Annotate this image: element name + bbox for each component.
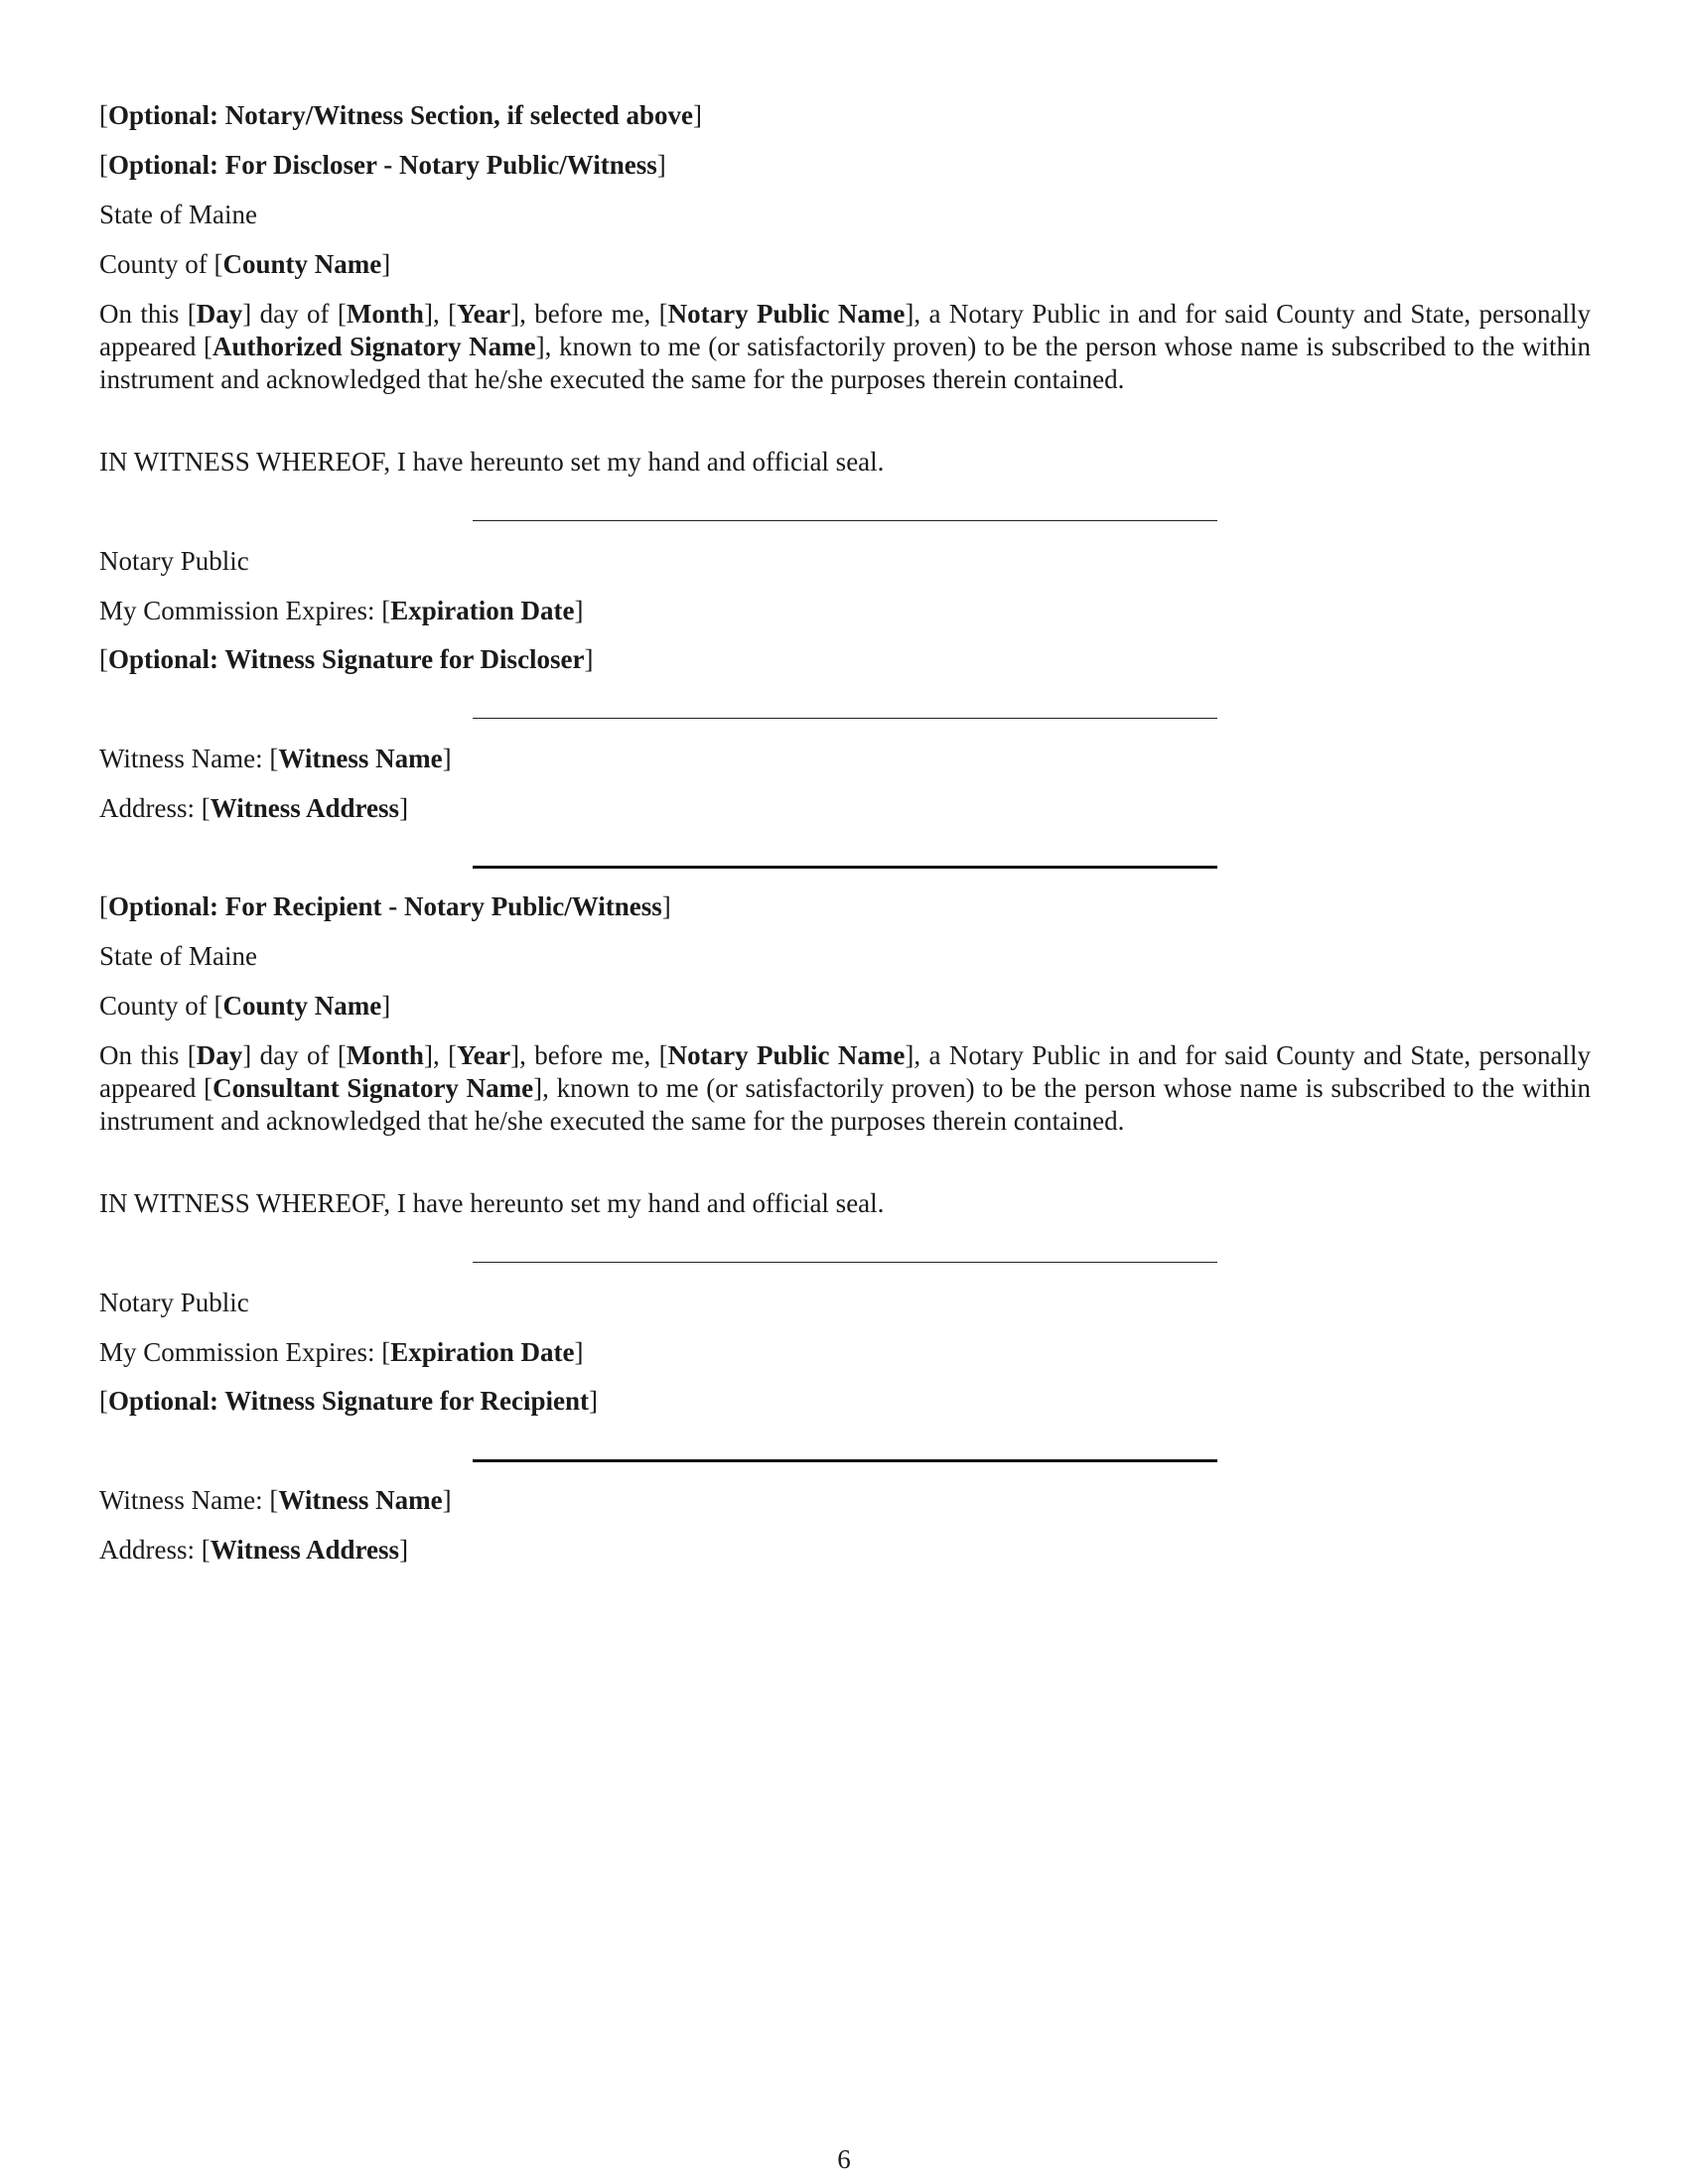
recipient-heading-text: Optional: For Recipient - Notary Public/Witness — [108, 891, 662, 921]
discloser-notary-public-label: Notary Public — [99, 546, 249, 576]
discloser-county-placeholder: County Name — [222, 249, 382, 279]
optional-section-heading-text: Optional: Notary/Witness Section, if selected above — [108, 100, 693, 130]
discloser-heading-text: Optional: For Discloser - Notary Public/Witness — [108, 150, 657, 180]
discloser-address-placeholder: Witness Address — [210, 793, 400, 823]
ack-text: , — [432, 299, 449, 329]
day-placeholder: Day — [196, 299, 243, 329]
recipient-county-prefix: County of — [99, 991, 214, 1021]
recipient-county: County of [County Name] — [99, 991, 391, 1021]
recipient-witness-name: Witness Name: [Witness Name] — [99, 1485, 452, 1515]
discloser-commission-prefix: My Commission Expires: — [99, 596, 382, 625]
discloser-witness-signature-heading: [Optional: Witness Signature for Discloser] — [99, 644, 594, 674]
discloser-acknowledgment: On this [Day] day of [Month], [Year], before me, [Notary Public Name], a Notary Public in and for said County and State, personally appeared [Authorized Signatory Name], known to me (or satisfactorily proven) to be the person whose name is subscribed to the within instrument and acknowledged that he/she executed the same for the purposes therein contained. — [99, 299, 1591, 394]
recipient-witness-signature-line — [473, 1459, 1217, 1462]
recipient-witness-address: Address: [Witness Address] — [99, 1535, 409, 1565]
ack-text: , a Notary Public in and for said County and State, personally appeared — [99, 299, 1591, 361]
discloser-heading: [Optional: For Discloser - Notary Public/Witness] — [99, 150, 666, 180]
discloser-witness-signature-line — [473, 718, 1217, 719]
recipient-commission-prefix: My Commission Expires: — [99, 1337, 382, 1367]
discloser-commission-placeholder: Expiration Date — [390, 596, 575, 625]
discloser-address-prefix: Address: — [99, 793, 202, 823]
recipient-acknowledgment: On this [Day] day of [Month], [Year], before me, [Notary Public Name], a Notary Public in and for said County and State, personally appeared [Consultant Signatory Name], known to me (or satisfactorily proven) to be the person whose name is subscribed to the within instrument and acknowledged that he/she executed the same for the purposes therein contained. — [99, 1040, 1591, 1136]
discloser-county: County of [County Name] — [99, 249, 391, 279]
recipient-state: State of Maine — [99, 941, 257, 971]
recipient-witness-signature-heading: [Optional: Witness Signature for Recipient] — [99, 1386, 599, 1416]
discloser-state: State of Maine — [99, 200, 257, 229]
signatory-placeholder: Consultant Signatory Name — [212, 1073, 534, 1103]
notary-name-placeholder: Notary Public Name — [667, 299, 906, 329]
ack-text: , a Notary Public in and for said County and State, personally appeared — [99, 1040, 1591, 1103]
discloser-witness-name-placeholder: Witness Name — [278, 744, 443, 773]
recipient-witness-name-placeholder: Witness Name — [278, 1485, 443, 1515]
ack-text: , known to me (or satisfactorily proven) to be the person whose name is subscribed to the within instrument and acknowledged that he/she executed the same for the purposes therein contained. — [99, 1073, 1591, 1136]
year-placeholder: Year — [457, 1040, 511, 1070]
ack-text: On this — [99, 299, 188, 329]
recipient-address-placeholder: Witness Address — [210, 1535, 400, 1565]
ack-text: , before me, — [519, 299, 659, 329]
recipient-notary-signature-line — [473, 1262, 1217, 1263]
day-placeholder: Day — [196, 1040, 243, 1070]
page-number: 6 — [837, 2144, 851, 2174]
discloser-witness-address: Address: [Witness Address] — [99, 793, 409, 823]
recipient-commission-placeholder: Expiration Date — [390, 1337, 575, 1367]
year-placeholder: Year — [457, 299, 511, 329]
ack-text: On this — [99, 1040, 188, 1070]
recipient-commission-expires: My Commission Expires: [Expiration Date] — [99, 1337, 584, 1367]
discloser-witness-signature-heading-text: Optional: Witness Signature for Discloser — [108, 644, 585, 674]
discloser-witness-name-prefix: Witness Name: — [99, 744, 270, 773]
discloser-commission-expires: My Commission Expires: [Expiration Date] — [99, 596, 584, 625]
ack-text: , — [432, 1040, 449, 1070]
ack-text: , known to me (or satisfactorily proven) to be the person whose name is subscribed to the within instrument and acknowledged that he/she executed the same for the purposes therein contained. — [99, 332, 1591, 394]
optional-section-heading: [Optional: Notary/Witness Section, if selected above] — [99, 100, 702, 130]
discloser-notary-signature-line — [473, 520, 1217, 521]
recipient-heading: [Optional: For Recipient - Notary Public/Witness] — [99, 891, 671, 921]
discloser-county-prefix: County of — [99, 249, 214, 279]
section-divider — [473, 866, 1217, 869]
discloser-witness-name: Witness Name: [Witness Name] — [99, 744, 452, 773]
month-placeholder: Month — [346, 1040, 424, 1070]
notary-name-placeholder: Notary Public Name — [667, 1040, 906, 1070]
recipient-witness-whereof: IN WITNESS WHEREOF, I have hereunto set my hand and official seal. — [99, 1188, 885, 1218]
month-placeholder: Month — [346, 299, 424, 329]
recipient-address-prefix: Address: — [99, 1535, 202, 1565]
ack-text: , before me, — [519, 1040, 659, 1070]
recipient-county-placeholder: County Name — [222, 991, 382, 1021]
ack-text: day of — [251, 1040, 338, 1070]
ack-text: day of — [251, 299, 338, 329]
recipient-witness-signature-heading-text: Optional: Witness Signature for Recipient — [108, 1386, 590, 1416]
recipient-witness-name-prefix: Witness Name: — [99, 1485, 270, 1515]
discloser-witness-whereof: IN WITNESS WHEREOF, I have hereunto set my hand and official seal. — [99, 447, 885, 477]
signatory-placeholder: Authorized Signatory Name — [212, 332, 536, 361]
recipient-notary-public-label: Notary Public — [99, 1288, 249, 1317]
